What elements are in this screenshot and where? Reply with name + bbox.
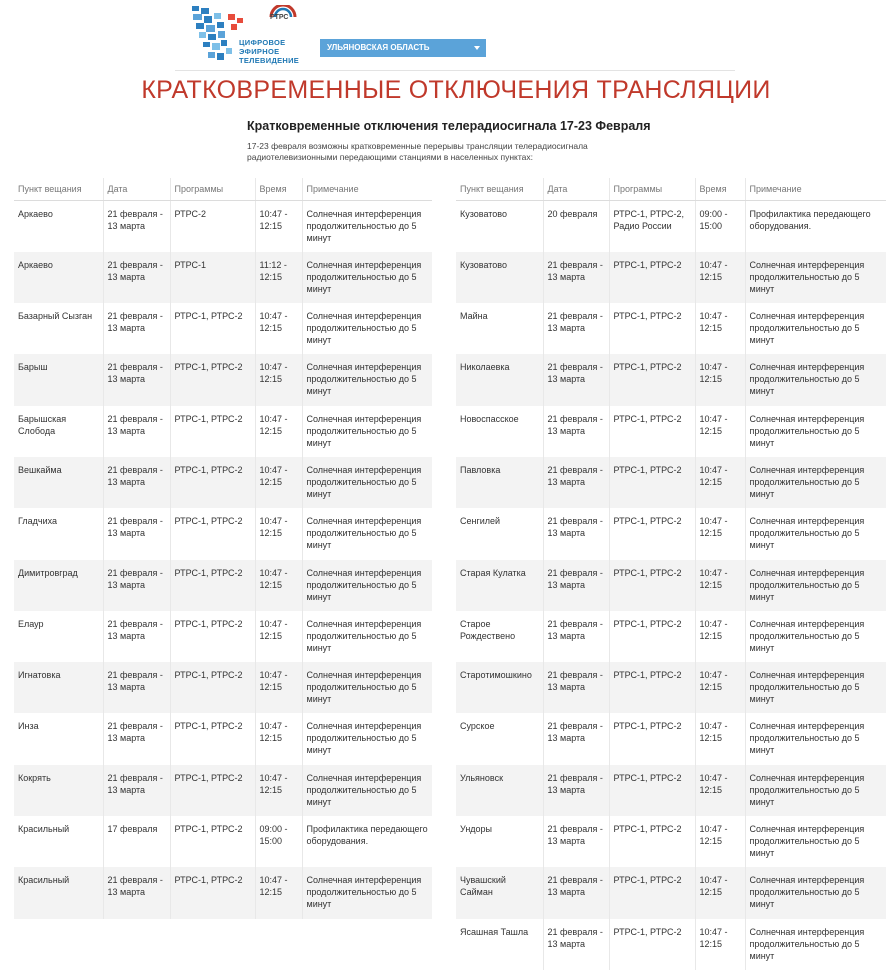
column-header-programs: Программы <box>609 178 695 201</box>
table-row <box>456 919 886 970</box>
cell-date: 21 февраля - 13 марта <box>103 713 170 764</box>
cell-note: Солнечная интерференция продолжительностью до 5 минут <box>749 516 865 551</box>
cell-location: Аркаево <box>14 252 103 303</box>
cell-note: Солнечная интерференция продолжительностью до 5 минут <box>302 867 432 918</box>
cell-note: Профилактика передающего оборудования. <box>306 824 428 847</box>
cell-time: 10:47 - 12:15 <box>255 201 302 252</box>
cell-location: Инза <box>14 713 103 764</box>
cell-date: 21 февраля - 13 марта <box>543 303 609 354</box>
logo-caption: ЦИФРОВОЕ ЭФИРНОЕ ТЕЛЕВИДЕНИЕ <box>239 38 300 65</box>
column-header-time: Время <box>695 178 745 201</box>
table-row <box>14 508 432 559</box>
chevron-down-icon <box>474 46 480 50</box>
cell-time: 10:47 - 12:15 <box>695 919 745 970</box>
site-header <box>0 0 894 72</box>
cell-location: Гладчиха <box>14 508 103 559</box>
cell-note: Солнечная интерференция продолжительностью до 5 минут <box>745 765 886 816</box>
cell-programs: РТРС-1, РТРС-2 <box>170 354 255 405</box>
cell-time: 10:47 - 12:15 <box>695 303 745 354</box>
cell-date: 21 февраля - 13 марта <box>103 201 170 252</box>
cell-programs: РТРС-1, РТРС-2 <box>609 765 695 816</box>
cell-programs: РТРС-1, РТРС-2 <box>170 457 255 508</box>
cell-time: 10:47 - 12:15 <box>695 867 745 918</box>
cell-location: Сенгилей <box>456 508 543 559</box>
cell-programs: РТРС-1, РТРС-2 <box>170 508 255 559</box>
cell-note: Солнечная интерференция продолжительностью до 5 минут <box>302 252 432 303</box>
column-header-note: Примечание <box>745 178 886 201</box>
cell-note: Профилактика передающего оборудования. <box>749 209 871 231</box>
cell-date: 21 февраля - 13 марта <box>103 611 170 662</box>
cell-date: 21 февраля - 13 марта <box>103 406 170 457</box>
cell-programs: РТРС-1, РТРС-2 <box>609 662 695 713</box>
cell-time: 10:47 - 12:15 <box>695 252 745 303</box>
cell-time: 10:47 - 12:15 <box>255 508 302 559</box>
table-row <box>456 457 886 508</box>
cell-note: Солнечная интерференция продолжительностью до 5 минут <box>749 618 865 653</box>
cell-programs: РТРС-1, РТРС-2 <box>170 816 255 867</box>
cell-time: 10:47 - 12:15 <box>695 816 745 867</box>
cell-programs: РТРС-1, РТРС-2 <box>609 560 695 611</box>
cell-programs: РТРС-1 <box>170 252 255 303</box>
cell-programs: РТРС-1, РТРС-2 <box>609 457 695 508</box>
cell-note: Солнечная интерференция продолжительностью до 5 минут <box>306 618 422 653</box>
cell-date: 21 февраля - 13 марта <box>543 867 609 918</box>
cell-date: 21 февраля - 13 марта <box>543 919 609 970</box>
cell-note: Солнечная интерференция продолжительностью до 5 минут <box>745 867 886 918</box>
cell-location: Павловка <box>456 457 543 508</box>
cell-location: Майна <box>456 303 543 354</box>
cell-date: 21 февраля - 13 марта <box>543 406 609 457</box>
table-header-row <box>14 178 432 201</box>
column-header-note: Примечание <box>302 178 432 201</box>
cell-date: 21 февраля - 13 марта <box>103 867 170 918</box>
column-header-date: Дата <box>103 178 170 201</box>
cell-location: Барышская Слобода <box>14 406 103 457</box>
column-header-location: Пункт вещания <box>456 178 543 201</box>
cell-note: Солнечная интерференция продолжительностью до 5 минут <box>745 662 886 713</box>
cell-note: Солнечная интерференция продолжительностью до 5 минут <box>749 311 865 346</box>
table-row <box>456 354 886 405</box>
cell-time: 10:47 - 12:15 <box>695 765 745 816</box>
cell-programs: РТРС-1, РТРС-2 <box>170 867 255 918</box>
cell-location: Кузоватово <box>456 201 543 252</box>
region-select-value: УЛЬЯНОВСКАЯ ОБЛАСТЬ <box>327 43 430 52</box>
cell-date: 21 февраля - 13 марта <box>103 560 170 611</box>
cell-programs: РТРС-1, РТРС-2 <box>170 765 255 816</box>
column-header-location: Пункт вещания <box>14 178 103 201</box>
table-row <box>14 765 432 816</box>
cell-note: Солнечная интерференция продолжительностью до 5 минут <box>745 252 886 303</box>
cell-time: 10:47 - 12:15 <box>695 662 745 713</box>
cell-location: Ульяновск <box>456 765 543 816</box>
cell-location: Базарный Сызган <box>14 303 103 354</box>
cell-date: 20 февраля <box>543 201 609 252</box>
cell-programs: РТРС-1, РТРС-2 <box>170 662 255 713</box>
header-divider <box>175 70 735 71</box>
column-header-time: Время <box>255 178 302 201</box>
cell-programs: РТРС-1, РТРС-2 <box>170 303 255 354</box>
cell-time: 10:47 - 12:15 <box>255 713 302 764</box>
cell-location: Старое Рождествено <box>456 611 543 662</box>
cell-time: 11:12 - 12:15 <box>255 252 302 303</box>
cell-note: Солнечная интерференция продолжительностью до 5 минут <box>302 765 432 816</box>
cell-note: Солнечная интерференция продолжительностью до 5 минут <box>302 457 432 508</box>
column-header-date: Дата <box>543 178 609 201</box>
cell-note: Солнечная интерференция продолжительностью до 5 минут <box>302 662 432 713</box>
cell-date: 21 февраля - 13 марта <box>103 662 170 713</box>
cell-time: 10:47 - 12:15 <box>695 508 745 559</box>
cell-note: Солнечная интерференция продолжительностью до 5 минут <box>745 354 886 405</box>
cell-time: 10:47 - 12:15 <box>255 765 302 816</box>
schedule-subtitle: Кратковременные отключения телерадиосигнала 17-23 Февраля <box>247 119 651 133</box>
table-header-row <box>456 178 886 201</box>
column-header-programs: Программы <box>170 178 255 201</box>
table-row <box>456 252 886 303</box>
table-row <box>456 765 886 816</box>
cell-note: Солнечная интерференция продолжительностью до 5 минут <box>749 413 865 448</box>
cell-location: Красильный <box>14 867 103 918</box>
cell-location: Сурское <box>456 713 543 764</box>
cell-note: Солнечная интерференция продолжительностью до 5 минут <box>749 926 865 961</box>
cell-time: 10:47 - 12:15 <box>255 611 302 662</box>
cell-programs: РТРС-1, РТРС-2 <box>609 816 695 867</box>
cell-location: Новоспасское <box>456 406 543 457</box>
table-row <box>456 816 886 867</box>
schedule-table-right <box>456 178 886 970</box>
table-row <box>14 560 432 611</box>
cell-programs: РТРС-1, РТРС-2 <box>609 611 695 662</box>
cell-location: Красильный <box>14 816 103 867</box>
table-row <box>14 201 432 252</box>
cell-date: 21 февраля - 13 марта <box>543 560 609 611</box>
cell-programs: РТРС-1, РТРС-2 <box>609 406 695 457</box>
cell-note: Солнечная интерференция продолжительностью до 5 минут <box>749 721 865 756</box>
cell-location: Старая Кулатка <box>456 560 543 611</box>
cell-date: 21 февраля - 13 марта <box>543 713 609 764</box>
schedule-table-left <box>14 178 432 919</box>
cell-programs: РТРС-1, РТРС-2, Радио России <box>609 201 695 252</box>
cell-time: 10:47 - 12:15 <box>255 457 302 508</box>
cell-date: 21 февраля - 13 марта <box>543 611 609 662</box>
rtrs-logo-label: РТРС <box>270 14 289 21</box>
cell-date: 21 февраля - 13 марта <box>543 252 609 303</box>
cell-programs: РТРС-1, РТРС-2 <box>609 508 695 559</box>
table-row <box>456 713 886 764</box>
cell-date: 21 февраля - 13 марта <box>543 662 609 713</box>
cell-date: 21 февраля - 13 марта <box>543 765 609 816</box>
table-row <box>456 303 886 354</box>
cell-time: 10:47 - 12:15 <box>255 406 302 457</box>
cell-time: 10:47 - 12:15 <box>255 354 302 405</box>
cell-note: Солнечная интерференция продолжительностью до 5 минут <box>749 824 865 859</box>
table-row <box>14 713 432 764</box>
cell-date: 21 февраля - 13 марта <box>543 816 609 867</box>
cell-note: Солнечная интерференция продолжительностью до 5 минут <box>306 311 422 346</box>
cell-note: Солнечная интерференция продолжительностью до 5 минут <box>302 560 432 611</box>
cell-note: Солнечная интерференция продолжительностью до 5 минут <box>306 209 422 243</box>
table-row <box>14 252 432 303</box>
cell-location: Николаевка <box>456 354 543 405</box>
cell-programs: РТРС-1, РТРС-2 <box>170 713 255 764</box>
table-row <box>456 611 886 662</box>
cell-time: 10:47 - 12:15 <box>255 662 302 713</box>
cell-location: Кузоватово <box>456 252 543 303</box>
cell-date: 21 февраля - 13 марта <box>103 765 170 816</box>
cell-programs: РТРС-2 <box>170 201 255 252</box>
cell-programs: РТРС-1, РТРС-2 <box>609 252 695 303</box>
table-row <box>14 354 432 405</box>
cell-time: 09:00 - 15:00 <box>255 816 302 867</box>
cell-location: Елаур <box>14 611 103 662</box>
cell-date: 21 февраля - 13 марта <box>543 508 609 559</box>
cell-location: Чувашский Сайман <box>456 867 543 918</box>
table-row <box>14 867 432 918</box>
cell-time: 10:47 - 12:15 <box>695 713 745 764</box>
cell-time: 10:47 - 12:15 <box>695 406 745 457</box>
cell-location: Игнатовка <box>14 662 103 713</box>
cell-location: Аркаево <box>14 201 103 252</box>
cell-programs: РТРС-1, РТРС-2 <box>609 713 695 764</box>
table-row <box>456 508 886 559</box>
cell-time: 10:47 - 12:15 <box>255 303 302 354</box>
cell-time: 10:47 - 12:15 <box>695 611 745 662</box>
cell-programs: РТРС-1, РТРС-2 <box>170 611 255 662</box>
cell-programs: РТРС-1, РТРС-2 <box>609 919 695 970</box>
cell-date: 21 февраля - 13 марта <box>543 457 609 508</box>
table-row <box>14 611 432 662</box>
cell-programs: РТРС-1, РТРС-2 <box>170 406 255 457</box>
cell-programs: РТРС-1, РТРС-2 <box>609 354 695 405</box>
cell-date: 21 февраля - 13 марта <box>103 252 170 303</box>
table-row <box>14 303 432 354</box>
cell-date: 17 февраля <box>103 816 170 867</box>
region-select[interactable] <box>320 39 486 57</box>
cell-date: 21 февраля - 13 марта <box>543 354 609 405</box>
cell-time: 10:47 - 12:15 <box>255 560 302 611</box>
cell-location: Вешкайма <box>14 457 103 508</box>
table-row <box>456 406 886 457</box>
cell-location: Кокрять <box>14 765 103 816</box>
cell-note: Солнечная интерференция продолжительностью до 5 минут <box>745 457 886 508</box>
cell-date: 21 февраля - 13 марта <box>103 354 170 405</box>
page-title: КРАТКОВРЕМЕННЫЕ ОТКЛЮЧЕНИЯ ТРАНСЛЯЦИИ <box>141 76 771 104</box>
table-row <box>456 867 886 918</box>
table-row <box>14 457 432 508</box>
cell-location: Барыш <box>14 354 103 405</box>
cell-location: Ясашная Ташла <box>456 919 543 970</box>
cell-time: 10:47 - 12:15 <box>695 560 745 611</box>
cell-date: 21 февраля - 13 марта <box>103 303 170 354</box>
cell-programs: РТРС-1, РТРС-2 <box>170 560 255 611</box>
cell-note: Солнечная интерференция продолжительностью до 5 минут <box>306 413 422 448</box>
cell-location: Старотимошкино <box>456 662 543 713</box>
cell-location: Ундоры <box>456 816 543 867</box>
table-row <box>456 201 886 252</box>
cell-programs: РТРС-1, РТРС-2 <box>609 303 695 354</box>
cell-note: Солнечная интерференция продолжительностью до 5 минут <box>302 354 432 405</box>
cell-time: 09:00 - 15:00 <box>695 201 745 252</box>
cell-note: Солнечная интерференция продолжительностью до 5 минут <box>745 560 886 611</box>
table-row <box>456 662 886 713</box>
table-row <box>14 662 432 713</box>
cell-note: Солнечная интерференция продолжительностью до 5 минут <box>306 516 422 551</box>
cell-date: 21 февраля - 13 марта <box>103 508 170 559</box>
table-row <box>14 816 432 867</box>
cell-date: 21 февраля - 13 марта <box>103 457 170 508</box>
cell-programs: РТРС-1, РТРС-2 <box>609 867 695 918</box>
table-row <box>14 406 432 457</box>
table-row <box>456 560 886 611</box>
cell-note: Солнечная интерференция продолжительностью до 5 минут <box>306 721 422 756</box>
schedule-intro: 17-23 февраля возможны кратковременные перерывы трансляции телерадиосигнала радиотелевизионными передающими станциями в населенных пунктах: <box>247 141 588 162</box>
cell-time: 10:47 - 12:15 <box>695 457 745 508</box>
cell-time: 10:47 - 12:15 <box>695 354 745 405</box>
cell-location: Димитровград <box>14 560 103 611</box>
cell-time: 10:47 - 12:15 <box>255 867 302 918</box>
